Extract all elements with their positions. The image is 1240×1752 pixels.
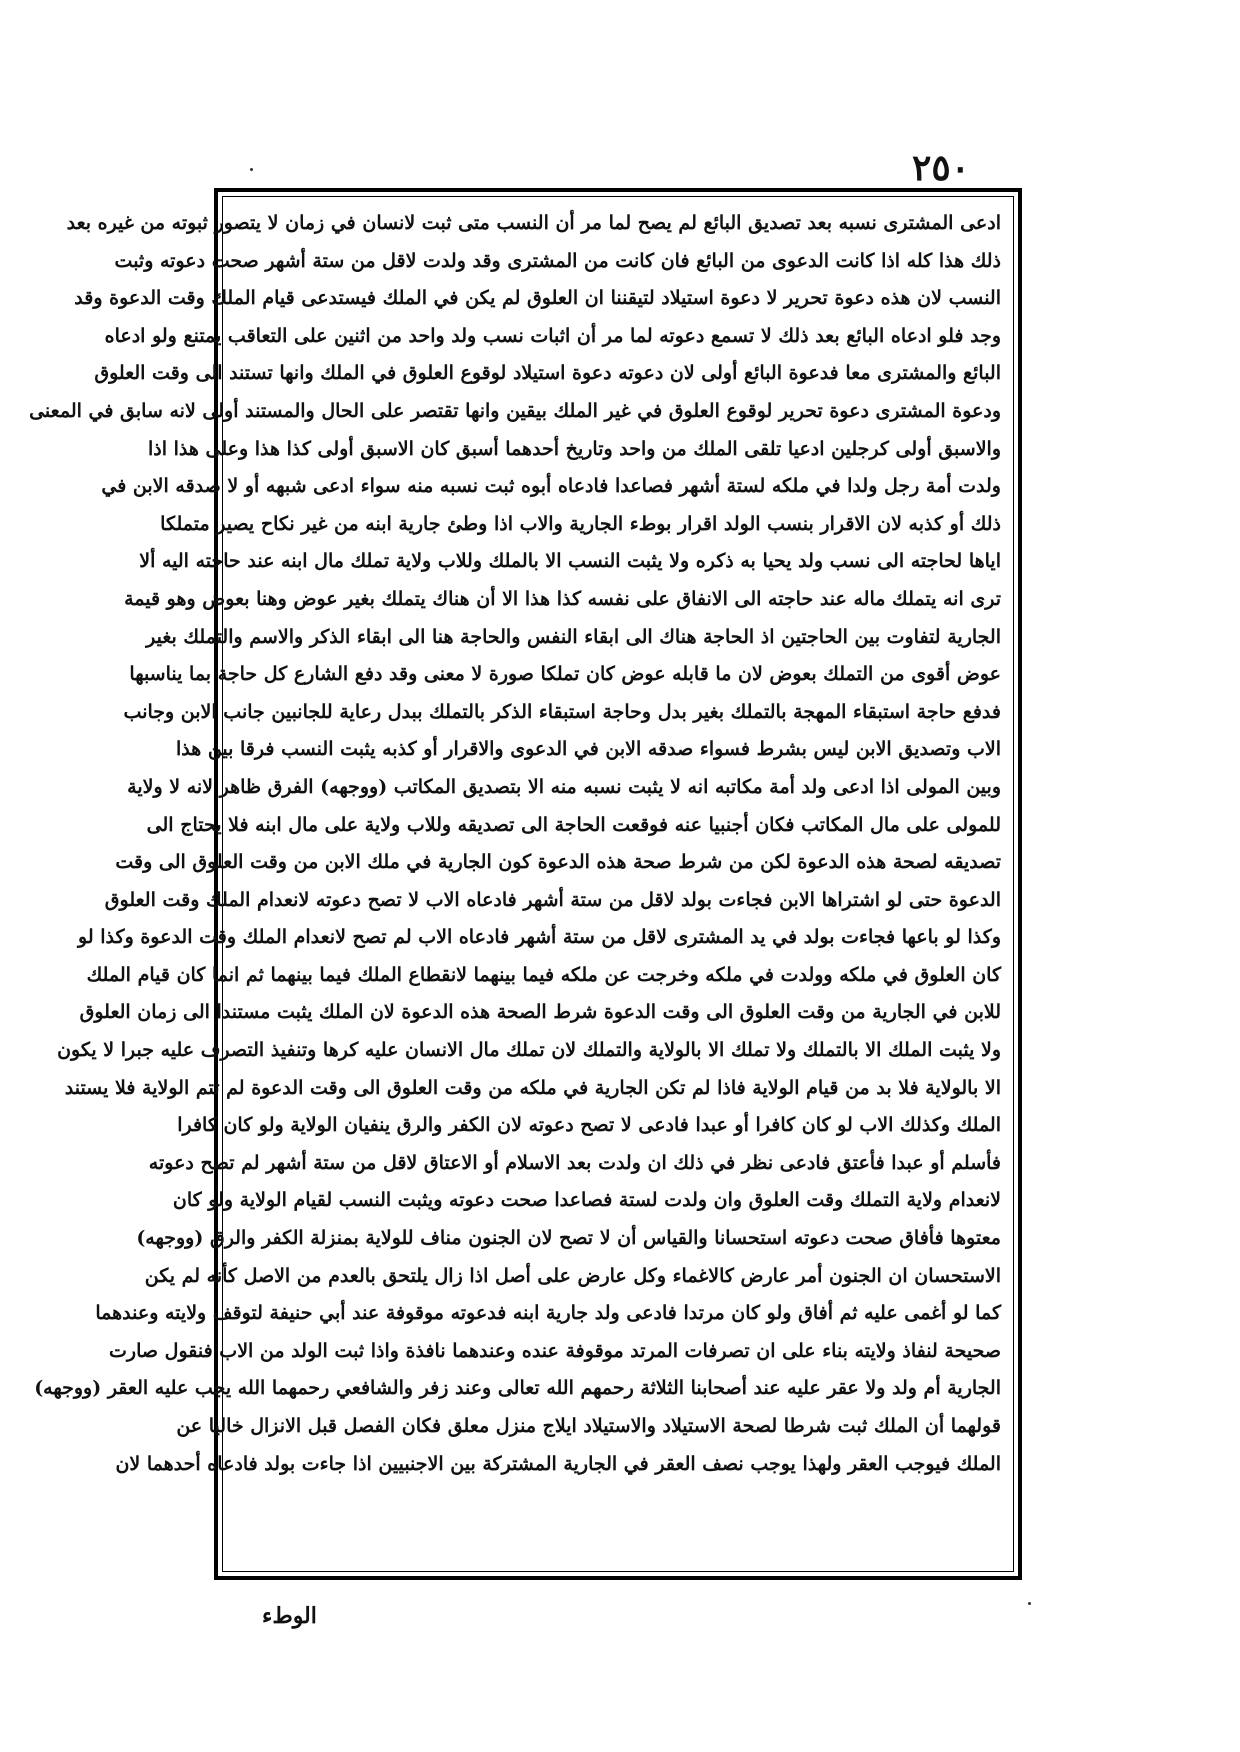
text-line: عوض أقوى من التملك بعوض لان ما قابله عوض كان تملكا صورة لا معنى وقد دفع الشارع كل حاجة بما يناسبها xyxy=(129,663,1001,686)
text-line: الا بالولاية فلا بد من قيام الولاية فاذا لم تكن الجارية في ملكه من وقت العلوق الى وقت الدعوة لم تتم الولاية فلا يستند xyxy=(64,1076,1001,1099)
text-line: كما لو أغمى عليه ثم أفاق ولو كان مرتدا فادعى ولد جارية ابنه فدعوته موقوفة عند أبي حنيفة لتوقف ولايته وعندهما xyxy=(95,1302,1001,1325)
text-line: الاستحسان ان الجنون أمر عارض كالاغماء وكل عارض على أصل اذا زال يلتحق بالعدم من الاصل كأنه لم يكن xyxy=(144,1264,1001,1287)
text-line: لانعدام ولاية التملك وقت العلوق وان ولدت لستة فصاعدا صحت دعوته ويثبت النسب لقيام الولاية ولو كان xyxy=(172,1189,1001,1212)
text-line: ذلك هذا كله اذا كانت الدعوى من البائع فان كانت من المشترى وقد ولدت لاقل من ستة أشهر صحت دعوته وثبت xyxy=(114,249,1001,272)
text-line: معتوها فأفاق صحت دعوته استحسانا والقياس أن لا تصح لان الجنون مناف للولاية بمنزلة الكفر والرق (ووجهه) xyxy=(136,1227,1001,1250)
text-line: ذلك أو كذبه لان الاقرار بنسب الولد اقرار بوطء الجارية والاب اذا وطئ جارية ابنه من غير نكاح يصير متملكا xyxy=(160,512,1001,535)
text-line: النسب لان هذه دعوة تحرير لا دعوة استيلاد لتيقننا ان العلوق لم يكن في الملك فيستدعى قيام الملك وقت الدعوة وقد xyxy=(74,287,1001,310)
catchword: الوطء xyxy=(262,1603,317,1629)
margin-mark xyxy=(1028,1602,1031,1605)
text-line: فأسلم أو عبدا فأعتق فادعى نظر في ذلك ان ولدت بعد الاسلام أو الاعتاق لاقل من ستة أشهر لم تصح دعوته xyxy=(148,1151,1001,1174)
text-line: وكذا لو باعها فجاءت بولد في يد المشترى لاقل من ستة أشهر فادعاه الاب لم تصح لانعدام الملك وقت الدعوة وكذا لو xyxy=(78,926,1001,949)
text-line: وجد فلو ادعاه البائع بعد ذلك لا تسمع دعوته لما مر أن اثبات نسب ولد واحد من اثنين على التعاقب يمتنع ولو ادعاه xyxy=(104,324,1001,347)
text-line: ولدت أمة رجل ولدا في ملكه لستة أشهر فصاعدا فادعاه أبوه ثبت نسبه منه سواء ادعى شبهه أو لا صدقه الابن في xyxy=(101,475,1001,498)
text-line: للابن في الجارية من وقت العلوق الى وقت الدعوة شرط الصحة هذه الدعوة لان الملك يثبت مستندا الى زمان العلوق xyxy=(79,1001,1001,1024)
text-line: كان العلوق في ملكه وولدت في ملكه وخرجت عن ملكه فيما بينهما لانقطاع الملك فيما بينهما ثم انما كان قيام الملك xyxy=(86,963,1001,986)
text-line: الاب وتصديق الابن ليس بشرط فسواء صدقه الابن في الدعوى والاقرار أو كذبه يثبت النسب فرقا بين هذا xyxy=(176,738,1001,761)
text-line: ادعى المشترى نسبه بعد تصديق البائع لم يصح لما مر أن النسب متى ثبت لانسان في زمان لا يتصور ثبوته من غيره بعد xyxy=(66,212,1001,234)
text-line: للمولى على مال المكاتب فكان أجنبيا عنه فوقعت الحاجة الى تصديقه وللاب ولاية على مال ابنه فلا يحتاج الى xyxy=(146,813,1001,836)
margin-mark xyxy=(250,168,253,171)
page-number: ٢٥٠ xyxy=(911,147,970,189)
text-line: اياها لحاجته الى نسب ولد يحيا به ذكره ولا يثبت النسب الا بالملك وللاب ولاية تملك مال ابنه عند حاجته اليه ألا xyxy=(139,550,1001,573)
text-line: الجارية لتفاوت بين الحاجتين اذ الحاجة هناك الى ابقاء النفس والحاجة هنا الى ابقاء الذكر والاسم والتملك بغير xyxy=(146,625,1001,648)
text-line: الملك فيوجب العقر ولهذا يوجب نصف العقر في الجارية المشتركة بين الاجنبيين اذا جاءت بولد فادعاه أحدهما لان xyxy=(115,1452,1001,1475)
text-line: فدفع حاجة استبقاء المهجة بالتملك بغير بدل وحاجة استبقاء الذكر بالتملك ببدل رعاية للجانبين جانب الابن وجانب xyxy=(123,700,1001,723)
text-line: صحيحة لنفاذ ولايته بناء على ان تصرفات المرتد موقوفة عنده وعندهما نافذة واذا ثبت الولد من الاب فنقول صارت xyxy=(109,1339,1001,1362)
text-block xyxy=(29,196,1014,1572)
text-line: قولهما أن الملك ثبت شرطا لصحة الاستيلاد والاستيلاد ايلاج منزل معلق فكان الفصل قبل الانزال خاليا عن xyxy=(176,1415,1001,1437)
text-line: الملك وكذلك الاب لو كان كافرا أو عبدا فادعى لا تصح دعوته لان الكفر والرق ينفيان الولاية ولو كان كافرا xyxy=(177,1114,1001,1137)
text-line: والاسبق أولى كرجلين ادعيا تلقى الملك من واحد وتاريخ أحدهما أسبق كان الاسبق أولى كذا هذا وعلى هذا اذا xyxy=(147,437,1001,460)
text-line: الدعوة حتى لو اشتراها الابن فجاءت بولد لاقل من ستة أشهر فادعاه الاب لا تصح دعوته لانعدام الملك وقت العلوق xyxy=(104,888,1001,911)
text-line: تصديقه لصحة هذه الدعوة لكن من شرط صحة هذه الدعوة كون الجارية في ملك الابن من وقت العلوق الى وقت xyxy=(115,851,1001,874)
text-line: الجارية أم ولد ولا عقر عليه عند أصحابنا الثلاثة رحمهم الله تعالى وعند زفر والشافعي رحمهما الله يجب عليه العقر (ووجهه) xyxy=(34,1377,1001,1400)
text-line: ولا يثبت الملك الا بالتملك ولا تملك الا بالولاية والتملك لان تملك مال الانسان عليه كرها وتنفيذ التصرف عليه جبرا لا يكون xyxy=(57,1039,1001,1062)
text-line: البائع والمشترى معا فدعوة البائع أولى لان دعوته دعوة استيلاد لوقوع العلوق في الملك وانها تستند الى وقت العلوق xyxy=(94,362,1001,385)
text-line: وبين المولى اذا ادعى ولد أمة مكاتبه انه لا يثبت نسبه منه الا بتصديق المكاتب (ووجهه) الفرق ظاهر لانه لا ولاية xyxy=(127,775,1001,798)
text-line: ترى انه يتملك ماله عند حاجته الى الانفاق على نفسه كذا هذا الا أن هناك يتملك بغير عوض وهنا بعوض وهو قيمة xyxy=(124,587,1001,610)
text-line: ودعوة المشترى دعوة تحرير لوقوع العلوق في غير الملك بيقين وانها تقتصر على الحال والمستند أولى لانه سابق في المعنى xyxy=(29,399,1001,422)
